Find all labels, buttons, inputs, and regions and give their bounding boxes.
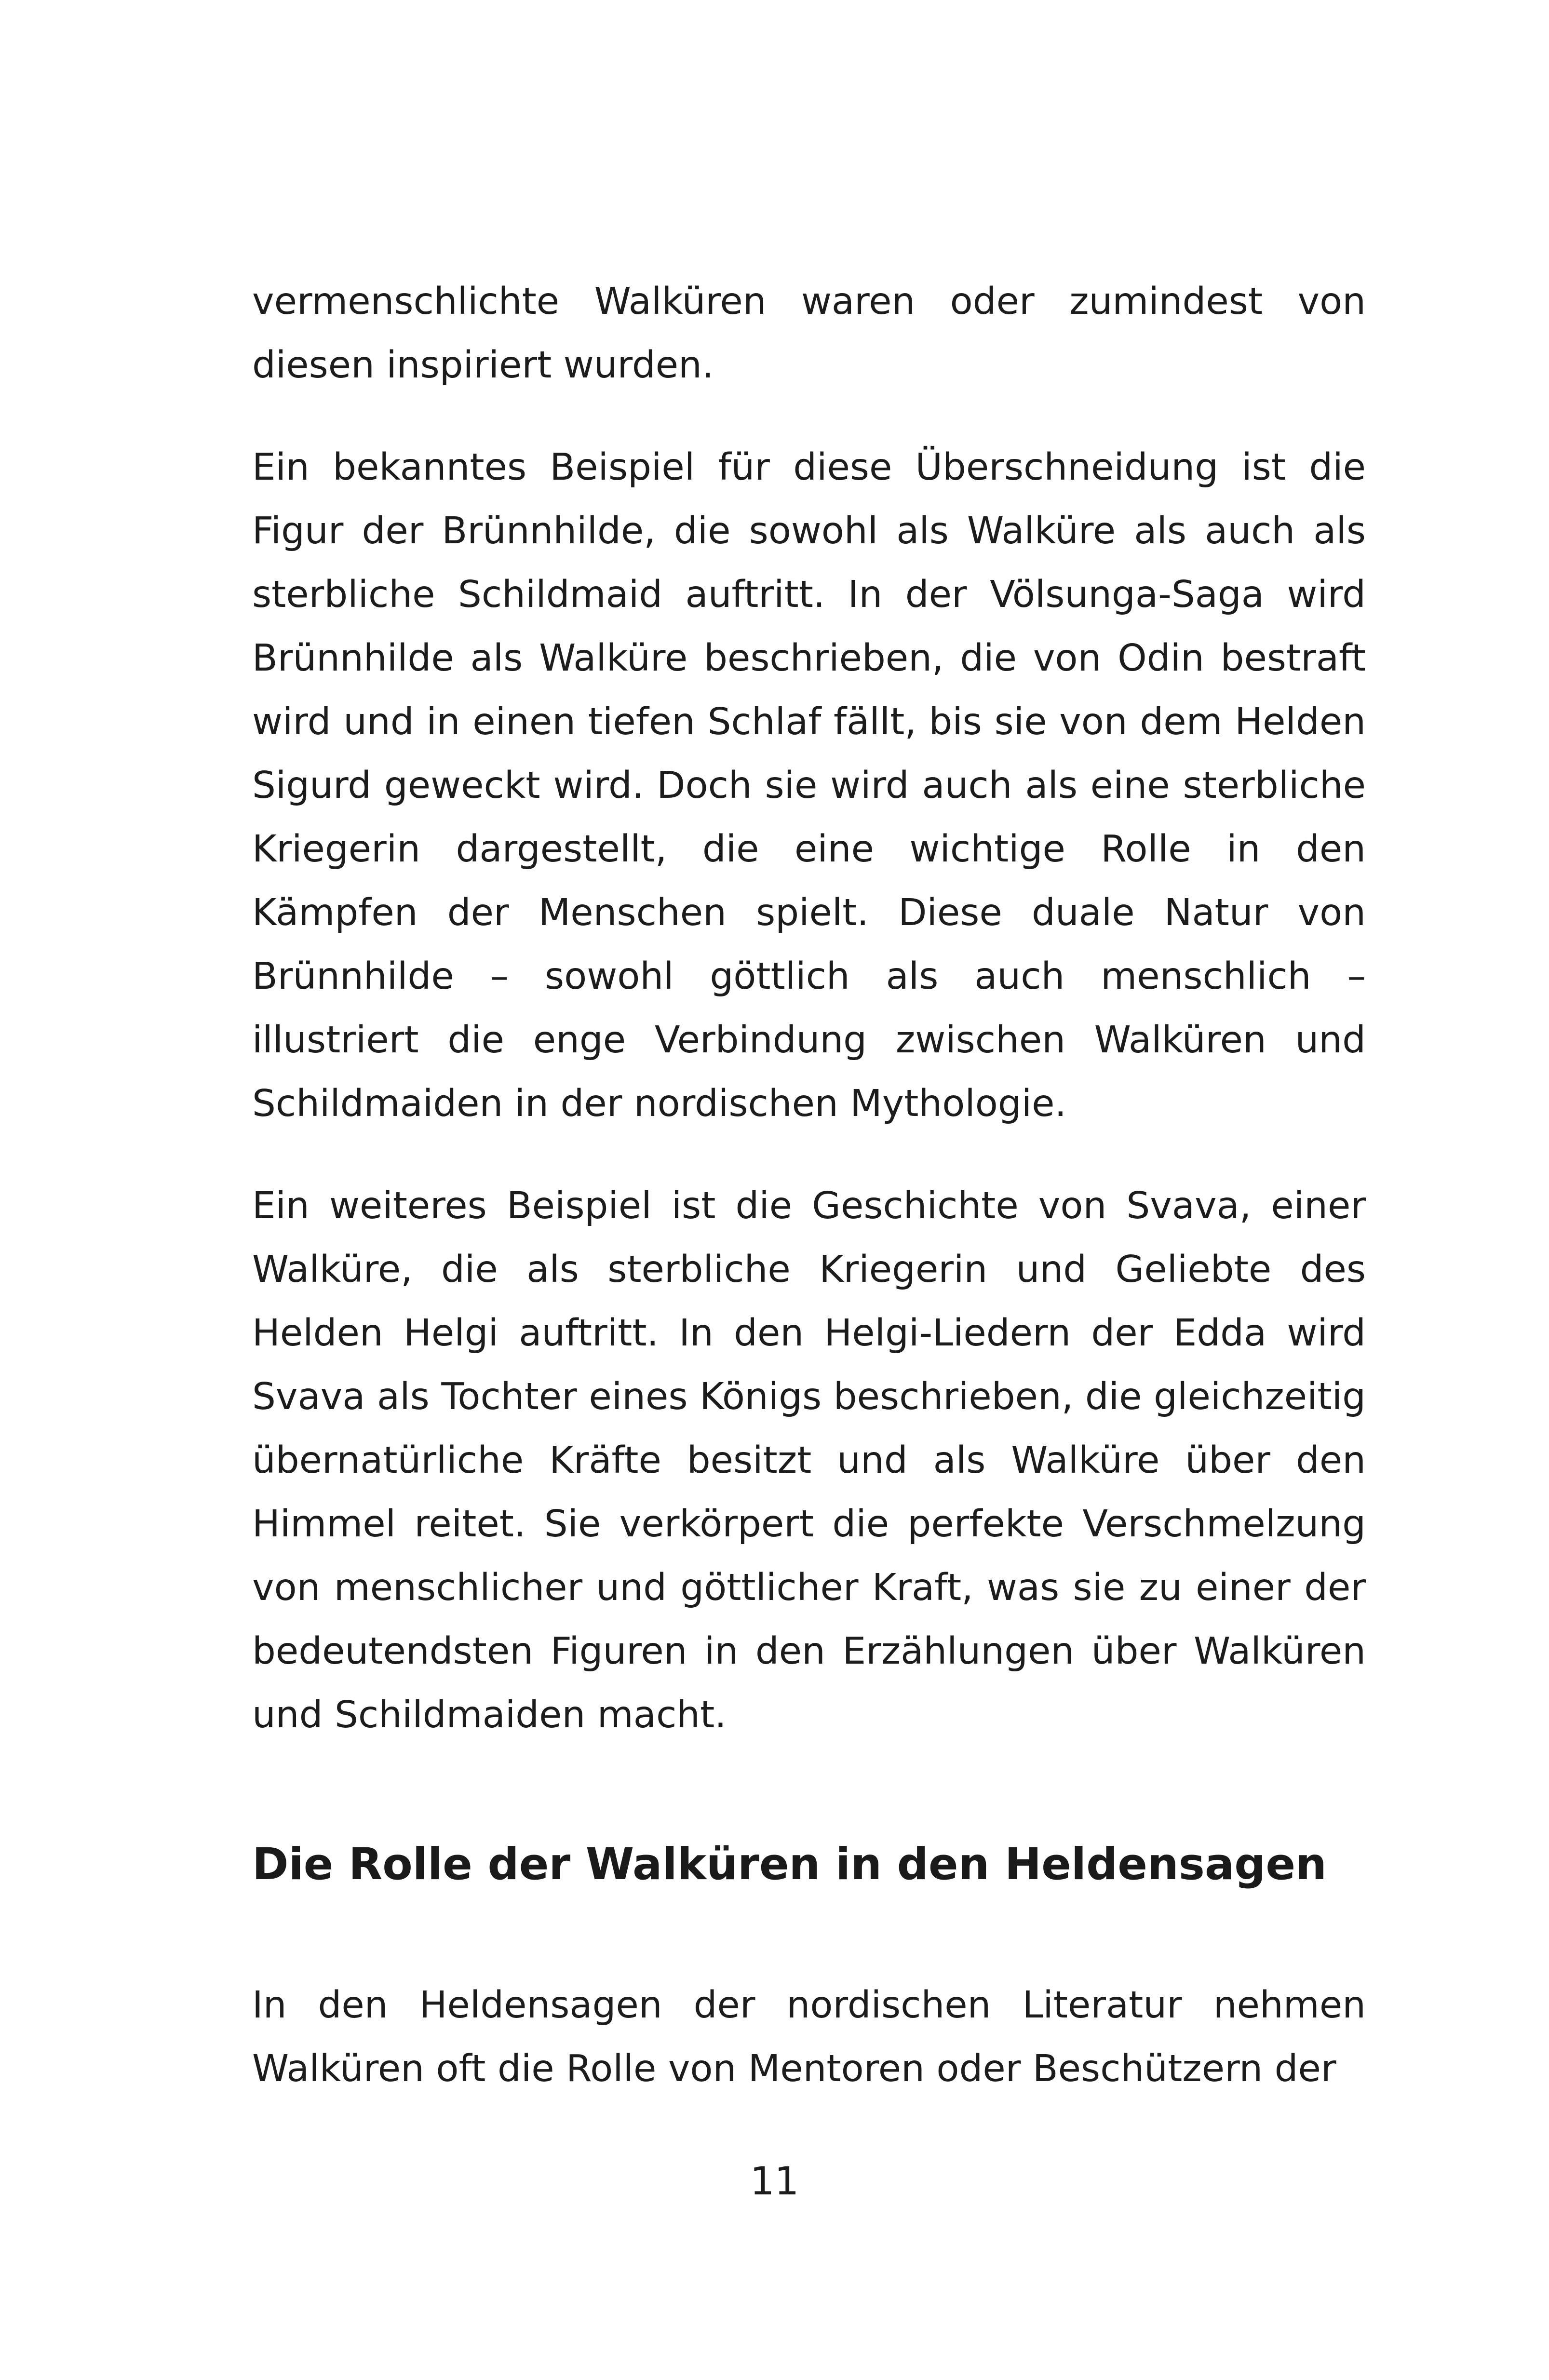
page-number: 11 (750, 2159, 799, 2204)
paragraph-brunnhilde: Ein bekanntes Beispiel für diese Überschneidung ist die Figur der Brünnhilde, die sowohl als Walküre als auch als sterbliche Schildmaid auftritt. In der Völsunga-Saga wird Brünnhilde als Walküre beschrieben, die von Odin bestraft wird und in einen tiefen Schlaf fällt, bis sie von dem Helden Sigurd geweckt wird. Doch sie wird auch als eine sterbliche Kriegerin dargestellt, die eine wichtige Rolle in den Kämpfen der Menschen spielt. Diese duale Natur von Brünnhilde – sowohl göttlich als auch menschlich – illustriert die enge Verbindung zwischen Walküren und Schildmaiden in der nordischen Mythologie. (252, 446, 1366, 1125)
paragraph-svava: Ein weiteres Beispiel ist die Geschichte von Svava, einer Walküre, die als sterbliche Kriegerin und Geliebte des Helden Helgi auftritt. In den Helgi-Liedern der Edda wird Svava als Tochter eines Königs beschrieben, die gleichzeitig übernatürliche Kräfte besitzt und als Walküre über den Himmel reitet. Sie verkörpert die perfekte Verschmelzung von menschlicher und göttlicher Kraft, was sie zu einer der bedeutendsten Figuren in den Erzählungen über Walküren und Schildmaiden macht. (252, 1184, 1366, 1736)
page-content (252, 270, 1366, 2101)
section-heading: Die Rolle der Walküren in den Heldensagen (252, 1839, 1327, 1890)
paragraph-continuation: vermenschlichte Walküren waren oder zumindest von diesen inspiriert wurden. (252, 280, 1366, 387)
paragraph-heldensagen: In den Heldensagen der nordischen Literatur nehmen Walküren oft die Rolle von Mentoren oder Beschützern der (252, 1984, 1366, 2090)
